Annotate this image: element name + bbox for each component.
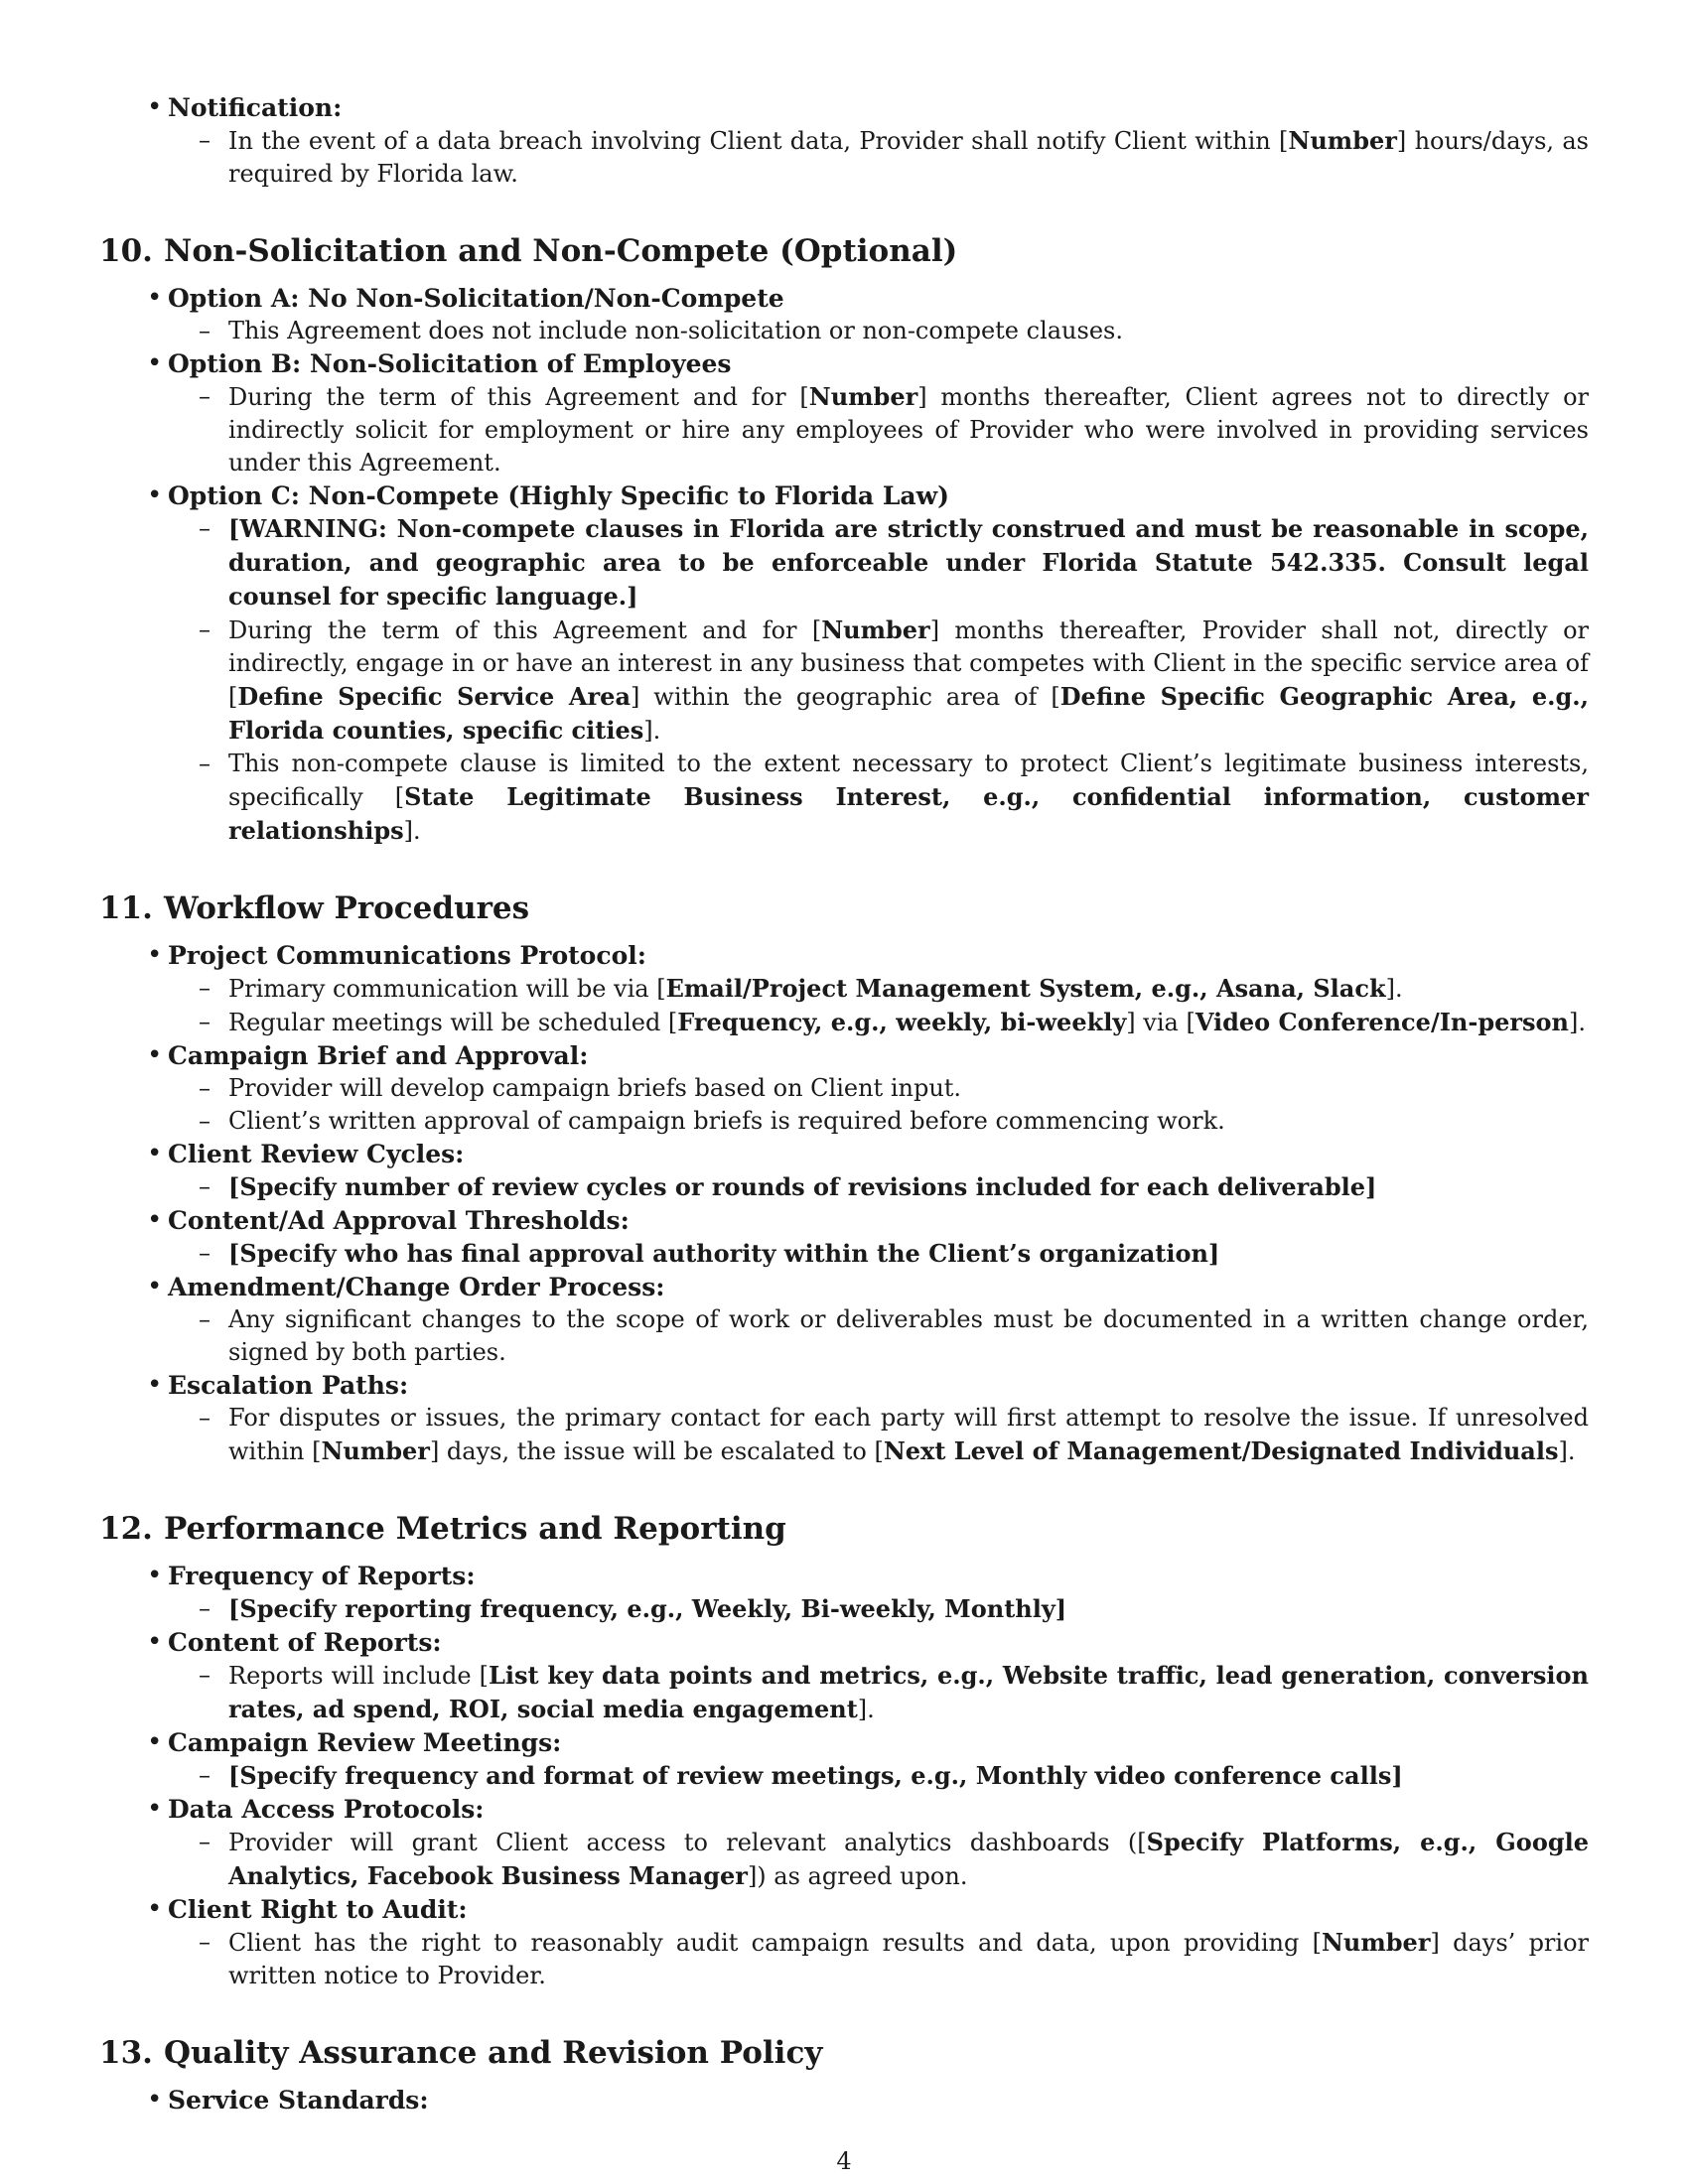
item-label: Option A: No Non-Solicitation/Non-Compete <box>168 284 784 313</box>
section-heading <box>99 231 1589 271</box>
body-text: This non-compete clause is limited to the extent necessary to protect Client’s legitimate business interests, specifically [ <box>228 750 1589 811</box>
body-text: ]. <box>1569 1009 1587 1036</box>
placeholder-text: [Specify reporting frequency, e.g., Weekly, Bi-weekly, Monthly] <box>228 1594 1067 1623</box>
bullet-icon: • <box>147 283 163 313</box>
sub-item-text <box>228 315 1589 347</box>
sub-item-text <box>228 380 1589 479</box>
item-label: Frequency of Reports: <box>168 1562 476 1590</box>
bullet-icon: • <box>147 1561 163 1590</box>
bullet-icon: • <box>147 1205 163 1235</box>
bullet-icon: • <box>147 1040 163 1070</box>
dash-icon: – <box>199 382 211 410</box>
dash-icon: – <box>199 1661 211 1689</box>
dash-icon: – <box>199 615 211 643</box>
placeholder-text: [Specify who has final approval authority within the Client’s organization] <box>228 1239 1220 1268</box>
body-text: Reports will include [ <box>228 1662 489 1690</box>
sub-item <box>99 1303 1589 1369</box>
item-label: Campaign Review Meetings: <box>168 1728 562 1757</box>
dash-icon: – <box>199 1828 211 1855</box>
body-text: ]. <box>403 817 421 845</box>
document-page <box>99 91 1589 2116</box>
placeholder-text: Email/Project Management System, e.g., Asana, Slack <box>665 974 1386 1003</box>
dash-icon: – <box>199 1107 211 1135</box>
sub-item-text <box>228 1237 1589 1271</box>
sub-item <box>99 1072 1589 1105</box>
section-title: Non-Solicitation and Non-Compete (Optional) <box>164 233 958 269</box>
list-item <box>99 1726 1589 1793</box>
body-text: During the term of this Agreement and for [ <box>228 383 809 411</box>
section-heading <box>99 1509 1589 1549</box>
sub-item <box>99 1926 1589 1992</box>
sub-item <box>99 1759 1589 1793</box>
body-text: ] months thereafter, Provider shall not, directly or indirectly, engage in or have an interest in any business that competes with Client in the specific service area of [ <box>228 616 1589 711</box>
list-item <box>99 1138 1589 1204</box>
bullet-icon: • <box>147 92 163 122</box>
section-title: Workflow Procedures <box>164 890 530 926</box>
item-label: Service Standards: <box>168 2086 429 2115</box>
item-label: Option C: Non-Compete (Highly Specific to Florida Law) <box>168 481 949 510</box>
bullet-icon: • <box>147 1370 163 1400</box>
dash-icon: – <box>199 750 211 777</box>
placeholder-text: List key data points and metrics, e.g., Website traffic, lead generation, conversion rates, ad spend, ROI, social media engagement <box>228 1661 1590 1723</box>
section-heading <box>99 2033 1589 2073</box>
bullet-icon: • <box>147 1894 163 1924</box>
bullet-icon: • <box>147 1627 163 1657</box>
sub-item <box>99 972 1589 1006</box>
list-item <box>99 1560 1589 1626</box>
body-text: Regular meetings will be scheduled [ <box>228 1009 678 1036</box>
sub-item <box>99 1237 1589 1271</box>
list-item <box>99 282 1589 347</box>
placeholder-text: Number <box>821 615 930 644</box>
page-number: 4 <box>836 2147 852 2175</box>
body-text: ]. <box>1385 975 1403 1003</box>
placeholder-text: Video Conference/In-person <box>1195 1008 1570 1036</box>
sub-item <box>99 315 1589 347</box>
bullet-icon: • <box>147 940 163 970</box>
sub-item-text <box>228 1303 1589 1369</box>
body-text: Provider will grant Client access to relevant analytics dashboards ([ <box>228 1829 1147 1856</box>
bullet-icon: • <box>147 1727 163 1757</box>
list-item <box>99 1204 1589 1271</box>
section-heading <box>99 888 1589 928</box>
section-number: 13. <box>99 2035 153 2071</box>
body-text: For disputes or issues, the primary contact for each party will first attempt to resolve the issue. If unresolved within [ <box>228 1404 1589 1465</box>
body-text: ]) as agreed upon. <box>747 1862 968 1890</box>
placeholder-text: Define Specific Service Area <box>237 682 632 711</box>
sub-item-text <box>228 1006 1589 1039</box>
sub-item-text <box>228 1759 1589 1793</box>
sub-item-text <box>228 972 1589 1006</box>
dash-icon: – <box>199 317 211 344</box>
placeholder-text: Define Specific Geographic Area, e.g., Florida counties, specific cities <box>228 682 1590 745</box>
sub-item-text <box>228 614 1589 748</box>
sub-item <box>99 748 1589 848</box>
sub-item <box>99 1105 1589 1138</box>
body-text: ]. <box>643 717 661 745</box>
item-label: Data Access Protocols: <box>168 1795 485 1824</box>
sub-item-text <box>228 1826 1589 1893</box>
item-label: Project Communications Protocol: <box>168 941 646 970</box>
dash-icon: – <box>199 514 211 542</box>
body-text: ]. <box>857 1696 875 1723</box>
sub-item <box>99 1402 1589 1468</box>
sub-item-text <box>228 1659 1589 1726</box>
dash-icon: – <box>199 1074 211 1102</box>
bullet-icon: • <box>147 2085 163 2115</box>
body-text: ] months thereafter, Client agrees not to directly or indirectly solicit for employment or hire any employees of Provider who were involved in providing services under this Agreement. <box>228 383 1589 477</box>
sub-item <box>99 380 1589 479</box>
item-label: Notification: <box>168 93 343 122</box>
sub-item-text <box>228 1592 1589 1626</box>
sub-item-text <box>228 1170 1589 1204</box>
list-item <box>99 2084 1589 2116</box>
list-item <box>99 1893 1589 1992</box>
sub-item <box>99 1592 1589 1626</box>
dash-icon: – <box>199 1305 211 1333</box>
body-text: During the term of this Agreement and for [ <box>228 616 822 644</box>
list-item <box>99 1039 1589 1138</box>
bullet-icon: • <box>147 480 163 510</box>
dash-icon: – <box>199 126 211 154</box>
item-label: Escalation Paths: <box>168 1371 409 1400</box>
placeholder-text: [Specify number of review cycles or rounds of revisions included for each deliverable] <box>228 1172 1377 1201</box>
item-label: Amendment/Change Order Process: <box>168 1273 665 1301</box>
bullet-icon: • <box>147 1794 163 1824</box>
placeholder-text: Number <box>808 382 918 411</box>
placeholder-text: [WARNING: Non-compete clauses in Florida are strictly construed and must be reasonable in scope, duration, and geographic area to be enforceable under Florida Statute 542.335. Consult legal counsel for specific language.] <box>228 514 1589 611</box>
placeholder-text: Number <box>1288 126 1397 155</box>
section-title: Performance Metrics and Reporting <box>164 1511 786 1547</box>
body-text: Client’s written approval of campaign briefs is required before commencing work. <box>228 1107 1225 1135</box>
placeholder-text: Number <box>1321 1928 1431 1957</box>
bullet-icon: • <box>147 348 163 378</box>
placeholder-text: Frequency, e.g., weekly, bi-weekly <box>677 1008 1127 1036</box>
placeholder-text: Next Level of Management/Designated Individuals <box>883 1436 1559 1465</box>
list-item <box>99 347 1589 479</box>
sub-item-text <box>228 748 1589 848</box>
sub-item <box>99 1659 1589 1726</box>
list-item <box>99 1793 1589 1893</box>
body-text: This Agreement does not include non-solicitation or non-compete clauses. <box>228 317 1123 344</box>
dash-icon: – <box>199 1404 211 1432</box>
list-item <box>99 939 1589 1039</box>
bullet-icon: • <box>147 1139 163 1168</box>
item-label: Option B: Non-Solicitation of Employees <box>168 349 732 378</box>
dash-icon: – <box>199 1008 211 1035</box>
sub-item <box>99 1006 1589 1039</box>
sub-item <box>99 124 1589 191</box>
body-text: ]. <box>1558 1437 1576 1465</box>
list-item <box>99 1271 1589 1369</box>
placeholder-text: Number <box>321 1436 430 1465</box>
item-label: Content/Ad Approval Thresholds: <box>168 1206 630 1235</box>
list-item <box>99 1626 1589 1726</box>
list-item <box>99 479 1589 848</box>
sub-item-text <box>228 1926 1589 1992</box>
section-number: 11. <box>99 890 153 926</box>
dash-icon: – <box>199 1594 211 1622</box>
document-body <box>99 91 1589 2116</box>
item-label: Campaign Brief and Approval: <box>168 1041 589 1070</box>
sub-item <box>99 512 1589 614</box>
section-title: Quality Assurance and Revision Policy <box>164 2035 823 2071</box>
section-number: 12. <box>99 1511 153 1547</box>
sub-item <box>99 1826 1589 1893</box>
body-text: Provider will develop campaign briefs based on Client input. <box>228 1074 962 1102</box>
list-item <box>99 1369 1589 1468</box>
body-text: Client has the right to reasonably audit campaign results and data, upon providing [ <box>228 1929 1322 1957</box>
dash-icon: – <box>199 1239 211 1267</box>
dash-icon: – <box>199 1928 211 1956</box>
body-text: In the event of a data breach involving Client data, Provider shall notify Client within [ <box>228 127 1289 155</box>
body-text: ] days’ prior written notice to Provider. <box>228 1929 1590 1989</box>
sub-item-text <box>228 1105 1589 1138</box>
item-label: Client Review Cycles: <box>168 1140 465 1168</box>
sub-item-text <box>228 1402 1589 1468</box>
item-label: Content of Reports: <box>168 1628 442 1657</box>
body-text: ] days, the issue will be escalated to [ <box>429 1437 884 1465</box>
placeholder-text: Specify Platforms, e.g., Google Analytics, Facebook Business Manager <box>228 1828 1589 1890</box>
dash-icon: – <box>199 974 211 1002</box>
body-text: ] hours/days, as required by Florida law. <box>228 127 1589 188</box>
placeholder-text: State Legitimate Business Interest, e.g., confidential information, customer relationships <box>228 782 1589 845</box>
dash-icon: – <box>199 1761 211 1789</box>
body-text: Any significant changes to the scope of work or deliverables must be documented in a written change order, signed by both parties. <box>228 1305 1589 1366</box>
body-text: ] via [ <box>1126 1009 1196 1036</box>
body-text: Primary communication will be via [ <box>228 975 666 1003</box>
placeholder-text: [Specify frequency and format of review meetings, e.g., Monthly video conference calls] <box>228 1761 1403 1790</box>
sub-item-text <box>228 1072 1589 1105</box>
bullet-icon: • <box>147 1272 163 1301</box>
dash-icon: – <box>199 1172 211 1200</box>
body-text: ] within the geographic area of [ <box>631 683 1060 711</box>
section-number: 10. <box>99 233 153 269</box>
item-label: Client Right to Audit: <box>168 1895 468 1924</box>
sub-item-text <box>228 512 1589 614</box>
sub-item <box>99 614 1589 748</box>
list-item <box>99 91 1589 191</box>
sub-item <box>99 1170 1589 1204</box>
sub-item-text <box>228 124 1589 191</box>
